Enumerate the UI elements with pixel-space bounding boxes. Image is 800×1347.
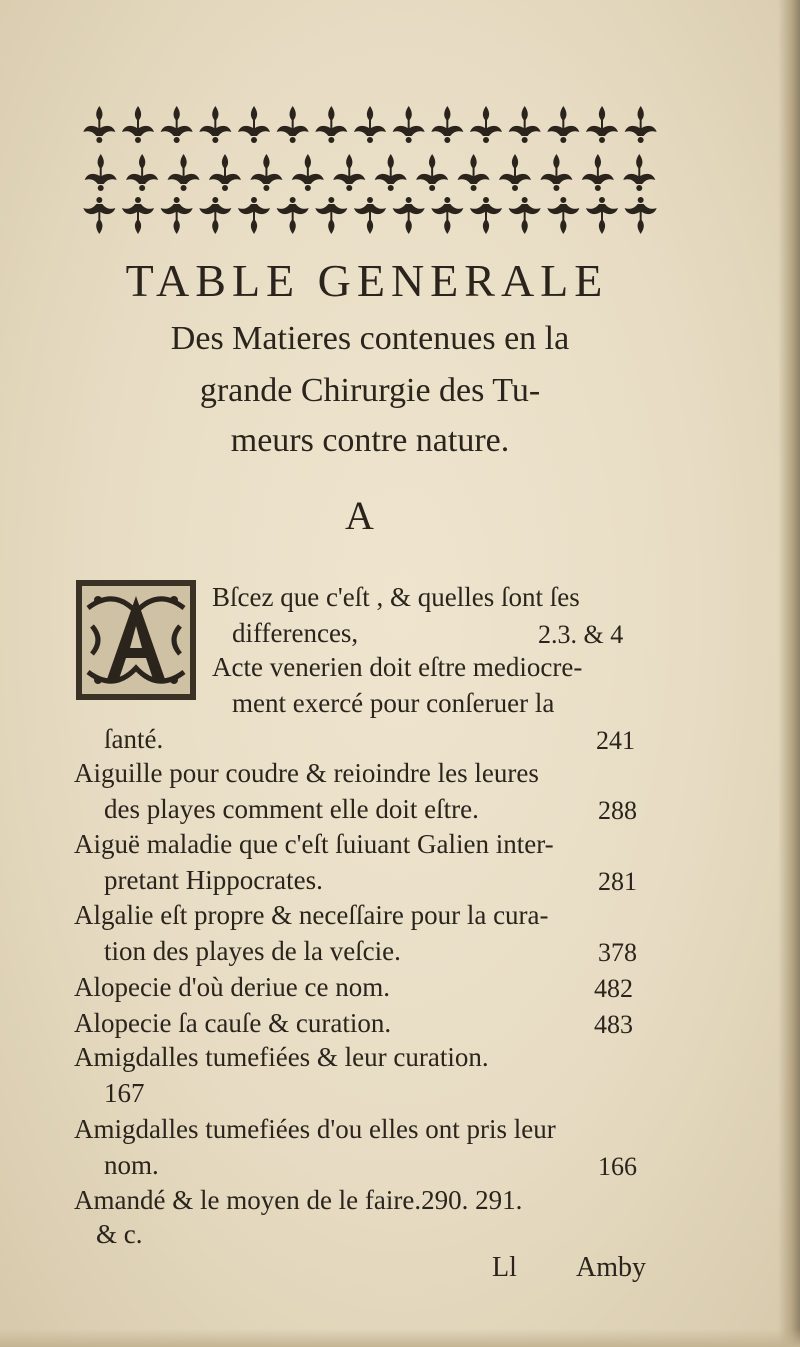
entry-9-line-1: Amigdalles tumefiées d'ou elles ont pris leur: [74, 1114, 556, 1144]
signature-mark: Ll: [492, 1252, 517, 1283]
entry-3-line-1: Aiguille pour coudre & reioindre les leures: [74, 758, 539, 788]
fleuron-icon: [250, 154, 282, 191]
fleuron-icon: [83, 197, 115, 234]
entry-9-page: 166: [598, 1152, 637, 1181]
fleuron-icon: [168, 154, 200, 191]
fleuron-icon: [122, 197, 154, 234]
fleuron-icon: [122, 106, 154, 143]
section-letter: A: [345, 493, 374, 538]
entry-8-line-2: 167: [104, 1078, 145, 1108]
entry-6-line-1: Alopecie d'où deriue ce nom.: [74, 972, 390, 1002]
fleuron-icon: [238, 197, 270, 234]
fleuron-icon: [199, 197, 231, 234]
fleuron-icon: [582, 154, 614, 191]
entry-2-page: 241: [596, 726, 635, 755]
fleuron-icon: [333, 154, 365, 191]
fleuron-icon: [277, 197, 309, 234]
entry-4-page: 281: [598, 867, 637, 896]
subtitle-line-1: Des Matieres contenues en la: [170, 320, 570, 357]
fleuron-icon: [586, 106, 618, 143]
fleuron-icon: [85, 154, 117, 191]
fleuron-icon: [547, 106, 579, 143]
fleuron-icon: [625, 106, 657, 143]
entry-5-line-2: tion des playes de la veſcie.: [104, 936, 401, 966]
fleuron-icon: [277, 106, 309, 143]
fleuron-icon: [292, 154, 324, 191]
fleuron-icon: [431, 106, 463, 143]
entry-8-line-1: Amigdalles tumefiées & leur curation.: [74, 1042, 489, 1072]
fleuron-icon: [199, 106, 231, 143]
entry-6-page: 482: [594, 974, 633, 1003]
fleuron-icon: [470, 106, 502, 143]
fleuron-icon: [393, 106, 425, 143]
fleuron-icon: [238, 106, 270, 143]
fleuron-icon: [431, 197, 463, 234]
entry-2-line-3: ſanté.: [104, 724, 164, 754]
fleuron-icon: [499, 154, 531, 191]
fleuron-icon: [540, 154, 572, 191]
entry-4-line-1: Aiguë maladie que c'eſt ſuiuant Galien inter-: [74, 829, 554, 859]
entry-2-line-1: Acte venerien doit eſtre mediocre-: [212, 652, 583, 682]
entry-5-page: 378: [598, 938, 637, 967]
fleuron-icon: [354, 106, 386, 143]
fleuron-icon: [547, 197, 579, 234]
fleuron-icon: [83, 106, 115, 143]
entry-7-line-1: Alopecie ſa cauſe & curation.: [74, 1008, 392, 1038]
fleuron-icon: [161, 197, 193, 234]
fleuron-icon: [625, 197, 657, 234]
fleuron-icon: [126, 154, 158, 191]
subtitle-line-3: meurs contre nature.: [230, 422, 510, 459]
fleuron-ornament-band: [80, 100, 660, 242]
entry-5-line-1: Algalie eſt propre & neceſſaire pour la cura-: [74, 900, 549, 930]
entry-3-page: 288: [598, 796, 637, 825]
entry-1-page: 2.3. & 4: [538, 620, 624, 649]
fleuron-icon: [509, 197, 541, 234]
fleuron-icon: [315, 106, 347, 143]
fleuron-icon: [161, 106, 193, 143]
entry-7-page: 483: [594, 1010, 633, 1039]
page-bottom-shadow: [0, 1329, 800, 1347]
page-title: TABLE GENERALE: [125, 255, 609, 306]
fleuron-icon: [416, 154, 448, 191]
fleuron-icon: [470, 197, 502, 234]
fleuron-icon: [315, 197, 347, 234]
subtitle-line-2: grande Chirurgie des Tu-: [199, 372, 541, 409]
fleuron-icon: [209, 154, 241, 191]
fleuron-icon: [458, 154, 490, 191]
entry-9-line-2: nom.: [104, 1150, 159, 1180]
entry-1-line-1: Bſcez que c'eſt , & quelles ſont ſes: [212, 582, 580, 612]
entry-10-line-2: & c.: [96, 1219, 143, 1249]
entry-3-line-2: des playes comment elle doit eſtre.: [104, 794, 479, 824]
fleuron-icon: [509, 106, 541, 143]
entry-1-line-2: differences,: [232, 618, 359, 648]
fleuron-icon: [393, 197, 425, 234]
page-edge-shadow: [778, 0, 800, 1347]
entry-4-line-2: pretant Hippocrates.: [104, 865, 323, 895]
catchword: Amby: [576, 1252, 646, 1283]
fleuron-icon: [354, 197, 386, 234]
fleuron-icon: [375, 154, 407, 191]
fleuron-icon: [586, 197, 618, 234]
fleuron-icon: [623, 154, 655, 191]
entry-2-line-2: ment exercé pour conſeruer la: [232, 688, 555, 718]
decorated-initial-a-icon: [74, 578, 198, 702]
entry-10-line-1: Amandé & le moyen de le faire.290. 291.: [74, 1185, 523, 1215]
